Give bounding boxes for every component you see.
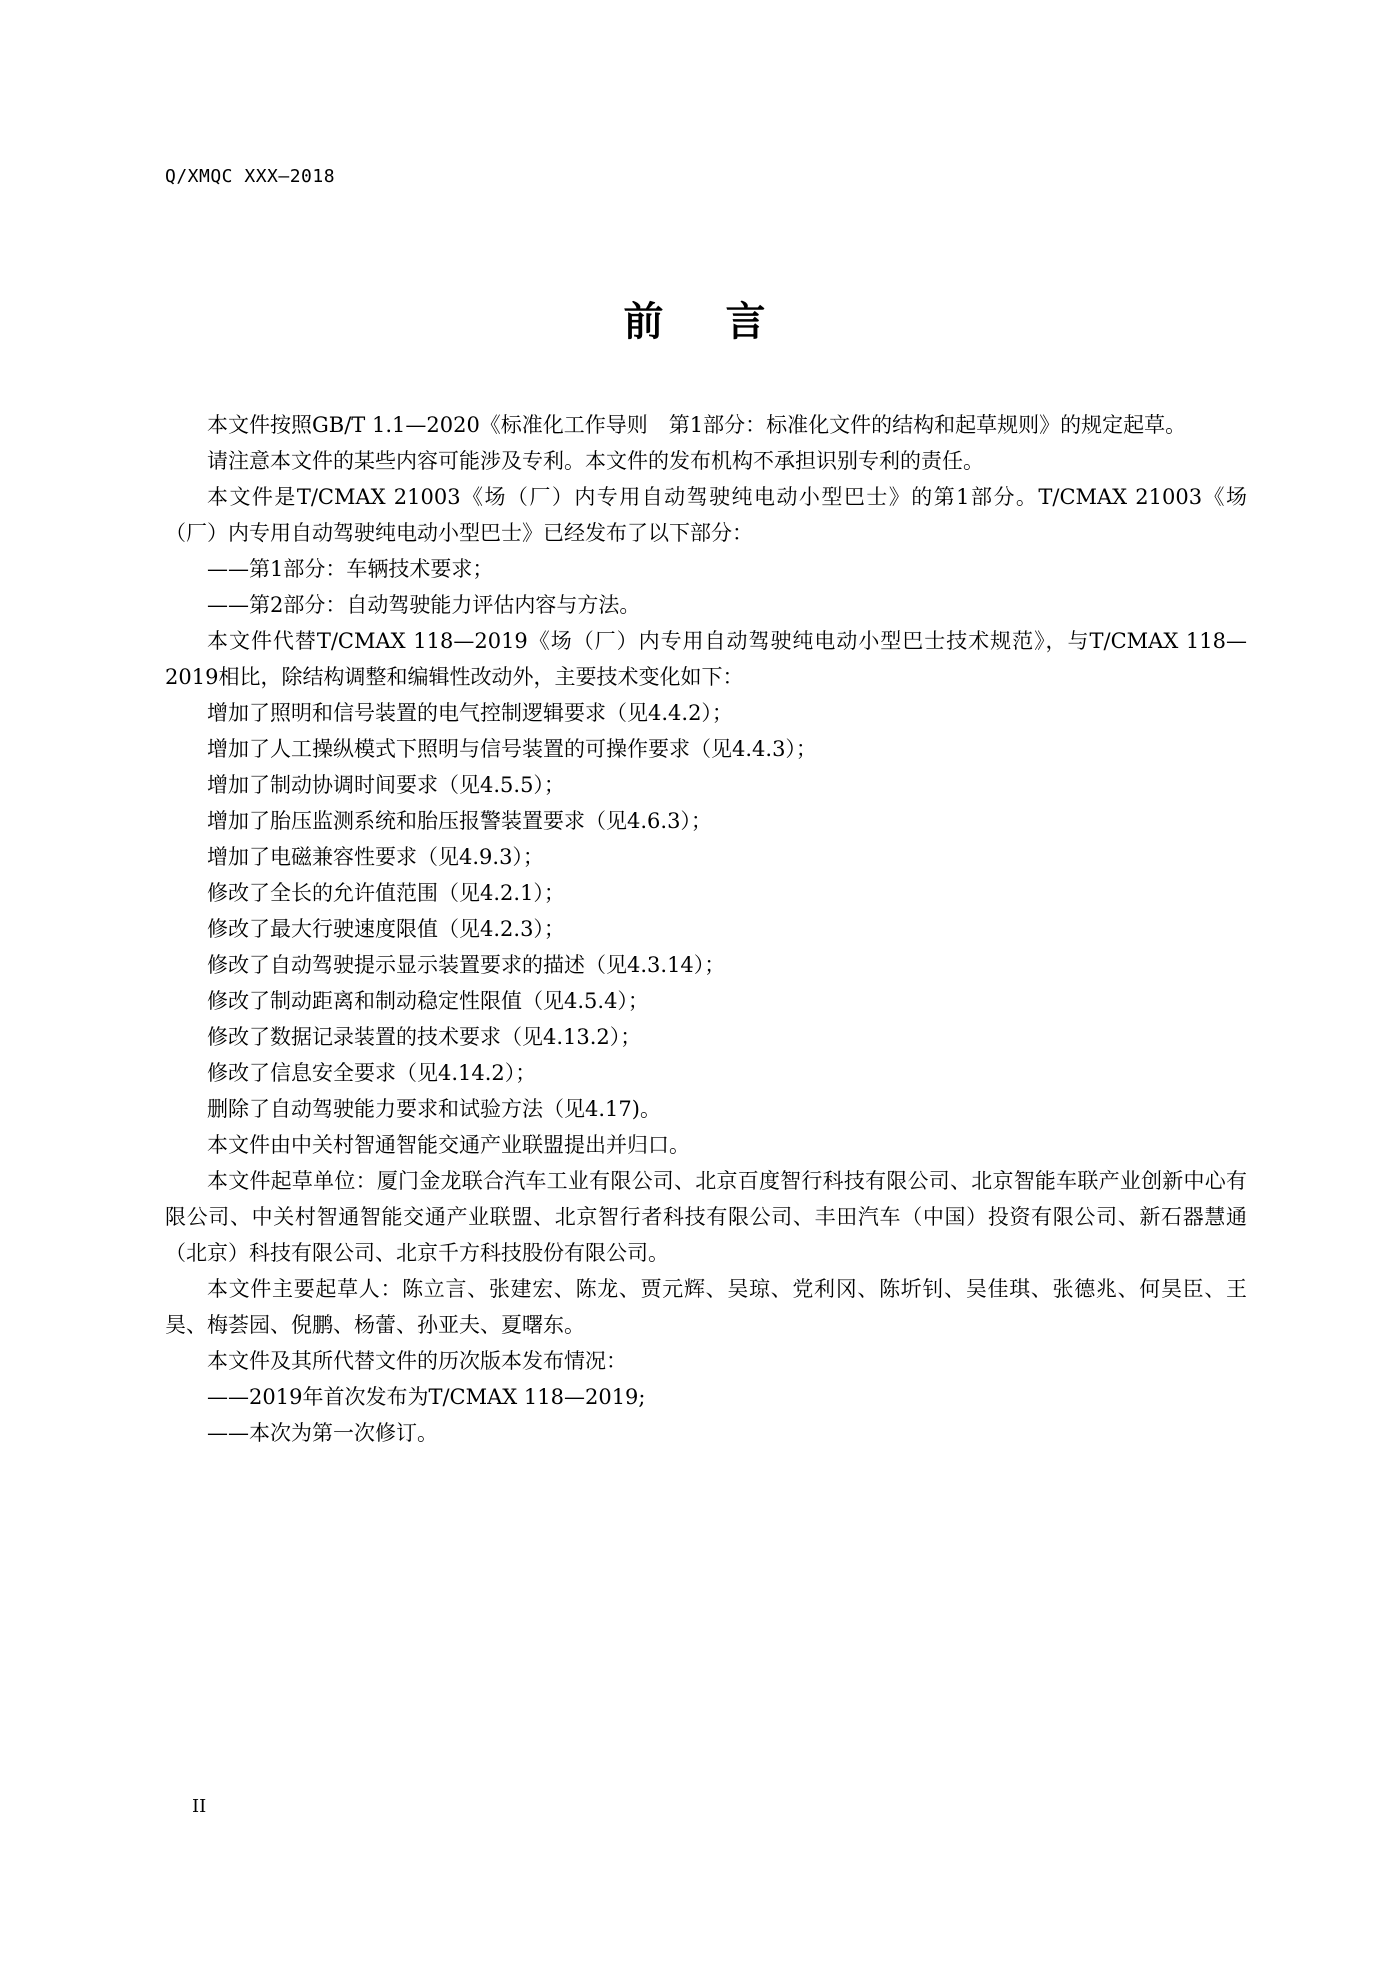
change-item: 修改了全长的允许值范围（见4.2.1）； (207, 881, 565, 905)
change-item: 修改了数据记录装置的技术要求（见4.13.2）； (207, 1025, 642, 1049)
paragraph-proposer: 本文件由中关村智通智能交通产业联盟提出并归口。 (207, 1133, 690, 1157)
list-item-first-release: ——2019年首次发布为T/CMAX 118—2019; (207, 1385, 646, 1409)
foreword-body (165, 407, 1247, 1451)
change-item: 修改了制动距离和制动稳定性限值（见4.5.4）； (207, 989, 649, 1013)
paragraph-drafting-units: 本文件起草单位：厦门金龙联合汽车工业有限公司、北京百度智行科技有限公司、北京智能车联产业创新中心有限公司、中关村智通智能交通产业联盟、北京智行者科技有限公司、丰田汽车（中国）投资有限公司、新石器慧通（北京）科技有限公司、北京千方科技股份有限公司。 (165, 1169, 1247, 1265)
change-item: 增加了电磁兼容性要求（见4.9.3）； (207, 845, 544, 869)
paragraph-drafting-basis: 本文件按照GB/T 1.1—2020《标准化工作导则 第1部分：标准化文件的结构和起草规则》的规定起草。 (207, 413, 1187, 437)
change-item: 增加了制动协调时间要求（见4.5.5）； (207, 773, 565, 797)
list-item-part-1: ——第1部分：车辆技术要求； (207, 557, 494, 581)
change-item: 修改了最大行驶速度限值（见4.2.3）； (207, 917, 565, 941)
paragraph-replacement: 本文件代替T/CMAX 118—2019《场（厂）内专用自动驾驶纯电动小型巴士技术规范》，与T/CMAX 118—2019相比，除结构调整和编辑性改动外，主要技术变化如下： (165, 629, 1247, 689)
change-item: 删除了自动驾驶能力要求和试验方法（见4.17)。 (207, 1097, 661, 1121)
paragraph-drafters: 本文件主要起草人：陈立言、张建宏、陈龙、贾元辉、吴琼、党利冈、陈圻钊、吴佳琪、张德兆、何昊臣、王昊、梅荟园、倪鹏、杨蕾、孙亚夫、夏曙东。 (165, 1277, 1247, 1337)
page-number: II (192, 1796, 207, 1817)
document-code: Q/XMQC XXX—2018 (165, 166, 336, 187)
paragraph-patent-notice: 请注意本文件的某些内容可能涉及专利。本文件的发布机构不承担识别专利的责任。 (207, 449, 984, 473)
paragraph-part-structure: 本文件是T/CMAX 21003《场（厂）内专用自动驾驶纯电动小型巴士》的第1部分。T/CMAX 21003《场（厂）内专用自动驾驶纯电动小型巴士》已经发布了以下部分： (165, 485, 1247, 545)
change-item: 增加了照明和信号装置的电气控制逻辑要求（见4.4.2）； (207, 701, 733, 725)
paragraph-version-history: 本文件及其所代替文件的历次版本发布情况： (207, 1349, 627, 1373)
page-title: 前言 (623, 299, 828, 345)
change-item: 增加了人工操纵模式下照明与信号装置的可操作要求（见4.4.3）； (207, 737, 817, 761)
list-item-current-revision: ——本次为第一次修订。 (207, 1421, 438, 1445)
list-item-part-2: ——第2部分：自动驾驶能力评估内容与方法。 (207, 593, 641, 617)
change-item: 增加了胎压监测系统和胎压报警装置要求（见4.6.3）； (207, 809, 712, 833)
change-item: 修改了信息安全要求（见4.14.2）； (207, 1061, 537, 1085)
change-item: 修改了自动驾驶提示显示装置要求的描述（见4.3.14）； (207, 953, 726, 977)
